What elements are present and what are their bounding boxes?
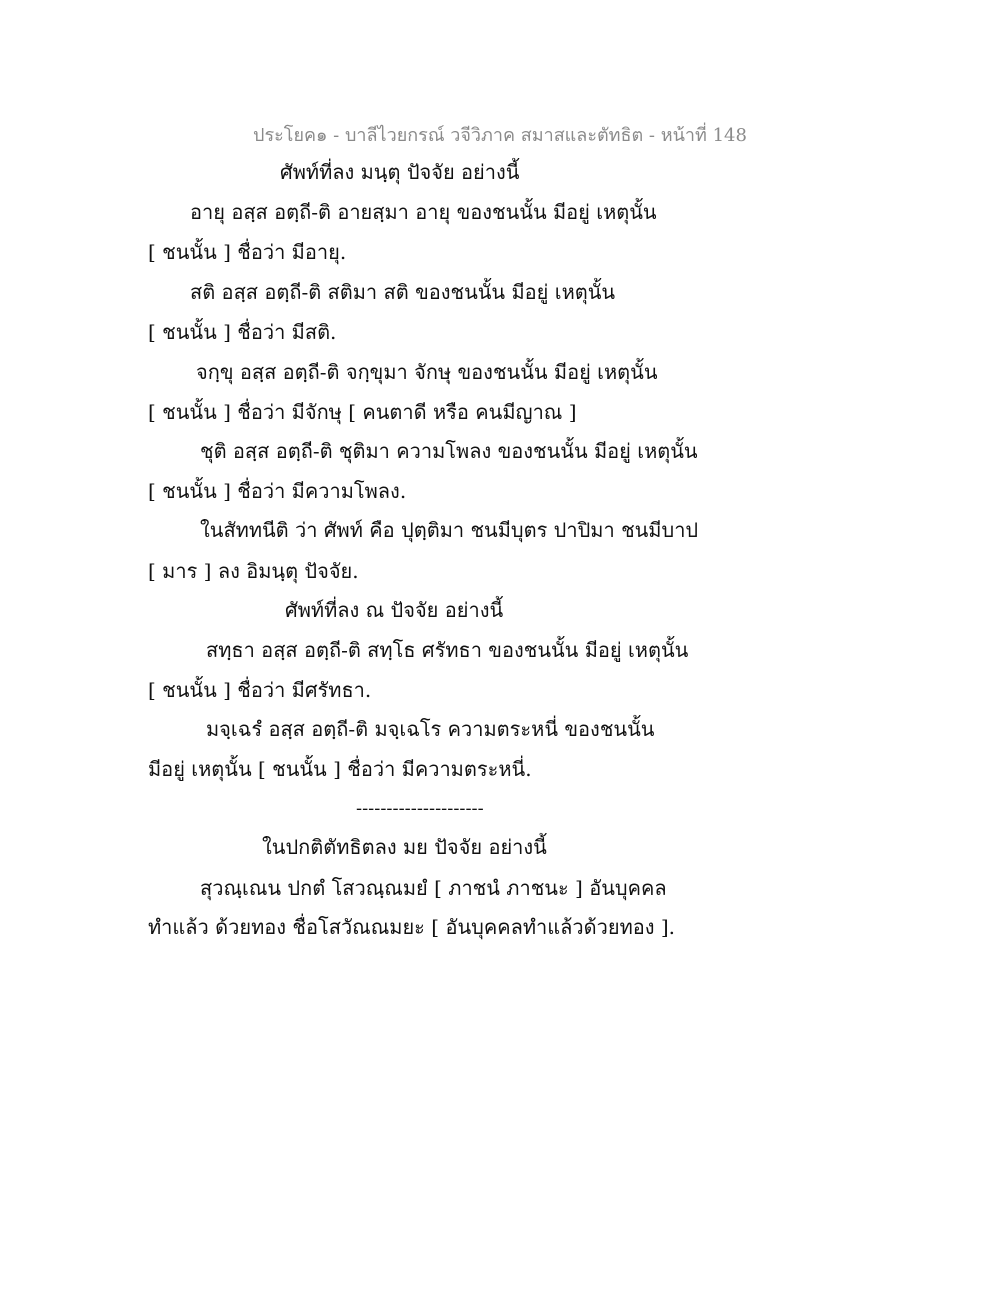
page-header: ประโยค๑ - บาลีไวยกรณ์ วจีวิภาค สมาสและตัทธิต - หน้าที่ 148 <box>253 125 747 146</box>
text-line: สุวณฺเณน ปกตํ โสวณฺณมยํ [ ภาชนํ ภาชนะ ] อันบุคคล <box>200 876 667 900</box>
section-heading-na: ศัพท์ที่ลง ณ ปัจจัย อย่างนี้ <box>285 598 504 622</box>
text-line: มจฺเฉรํ อสฺส อตฺถี-ติ มจฺเฉโร ความตระหนี่ ของชนนั้น <box>206 717 655 741</box>
text-line: มีอยู่ เหตุนั้น [ ชนนั้น ] ชื่อว่า มีความตระหนี่. <box>148 757 532 781</box>
text-line: สทฺธา อสฺส อตฺถี-ติ สทฺโธ ศรัทธา ของชนนั้น มีอยู่ เหตุนั้น <box>206 638 689 662</box>
text-line: สติ อสฺส อตฺถี-ติ สติมา สติ ของชนนั้น มีอยู่ เหตุนั้น <box>190 280 616 304</box>
text-line: [ ชนนั้น ] ชื่อว่า มีสติ. <box>148 320 337 344</box>
section-divider: --------------------- <box>356 798 484 819</box>
text-line: ชุติ อสฺส อตฺถี-ติ ชุติมา ความโพลง ของชนนั้น มีอยู่ เหตุนั้น <box>200 439 698 463</box>
section-heading-mantu: ศัพท์ที่ลง มนฺตุ ปัจจัย อย่างนี้ <box>280 160 520 184</box>
text-line: [ ชนนั้น ] ชื่อว่า มีอายุ. <box>148 240 347 264</box>
text-line: [ มาร ] ลง อิมนฺตุ ปัจจัย. <box>148 559 359 583</box>
text-line: ทำแล้ว ด้วยทอง ชื่อโสวัณณมยะ [ อันบุคคลทำแล้วด้วยทอง ]. <box>148 915 676 939</box>
text-line: อายุ อสฺส อตฺถี-ติ อายสฺมา อายุ ของชนนั้น มีอยู่ เหตุนั้น <box>190 200 657 224</box>
text-line: [ ชนนั้น ] ชื่อว่า มีศรัทธา. <box>148 678 372 702</box>
text-line: [ ชนนั้น ] ชื่อว่า มีความโพลง. <box>148 479 407 503</box>
text-line: ในสัททนีติ ว่า ศัพท์ คือ ปุตฺติมา ชนมีบุตร ปาปิมา ชนมีบาป <box>200 518 699 542</box>
section-heading-maya: ในปกติตัทธิตลง มย ปัจจัย อย่างนี้ <box>262 835 547 859</box>
text-line: [ ชนนั้น ] ชื่อว่า มีจักษุ [ คนตาดี หรือ คนมีญาณ ] <box>148 400 577 424</box>
text-line: จกฺขุ อสฺส อตฺถี-ติ จกฺขุมา จักษุ ของชนนั้น มีอยู่ เหตุนั้น <box>196 360 658 384</box>
